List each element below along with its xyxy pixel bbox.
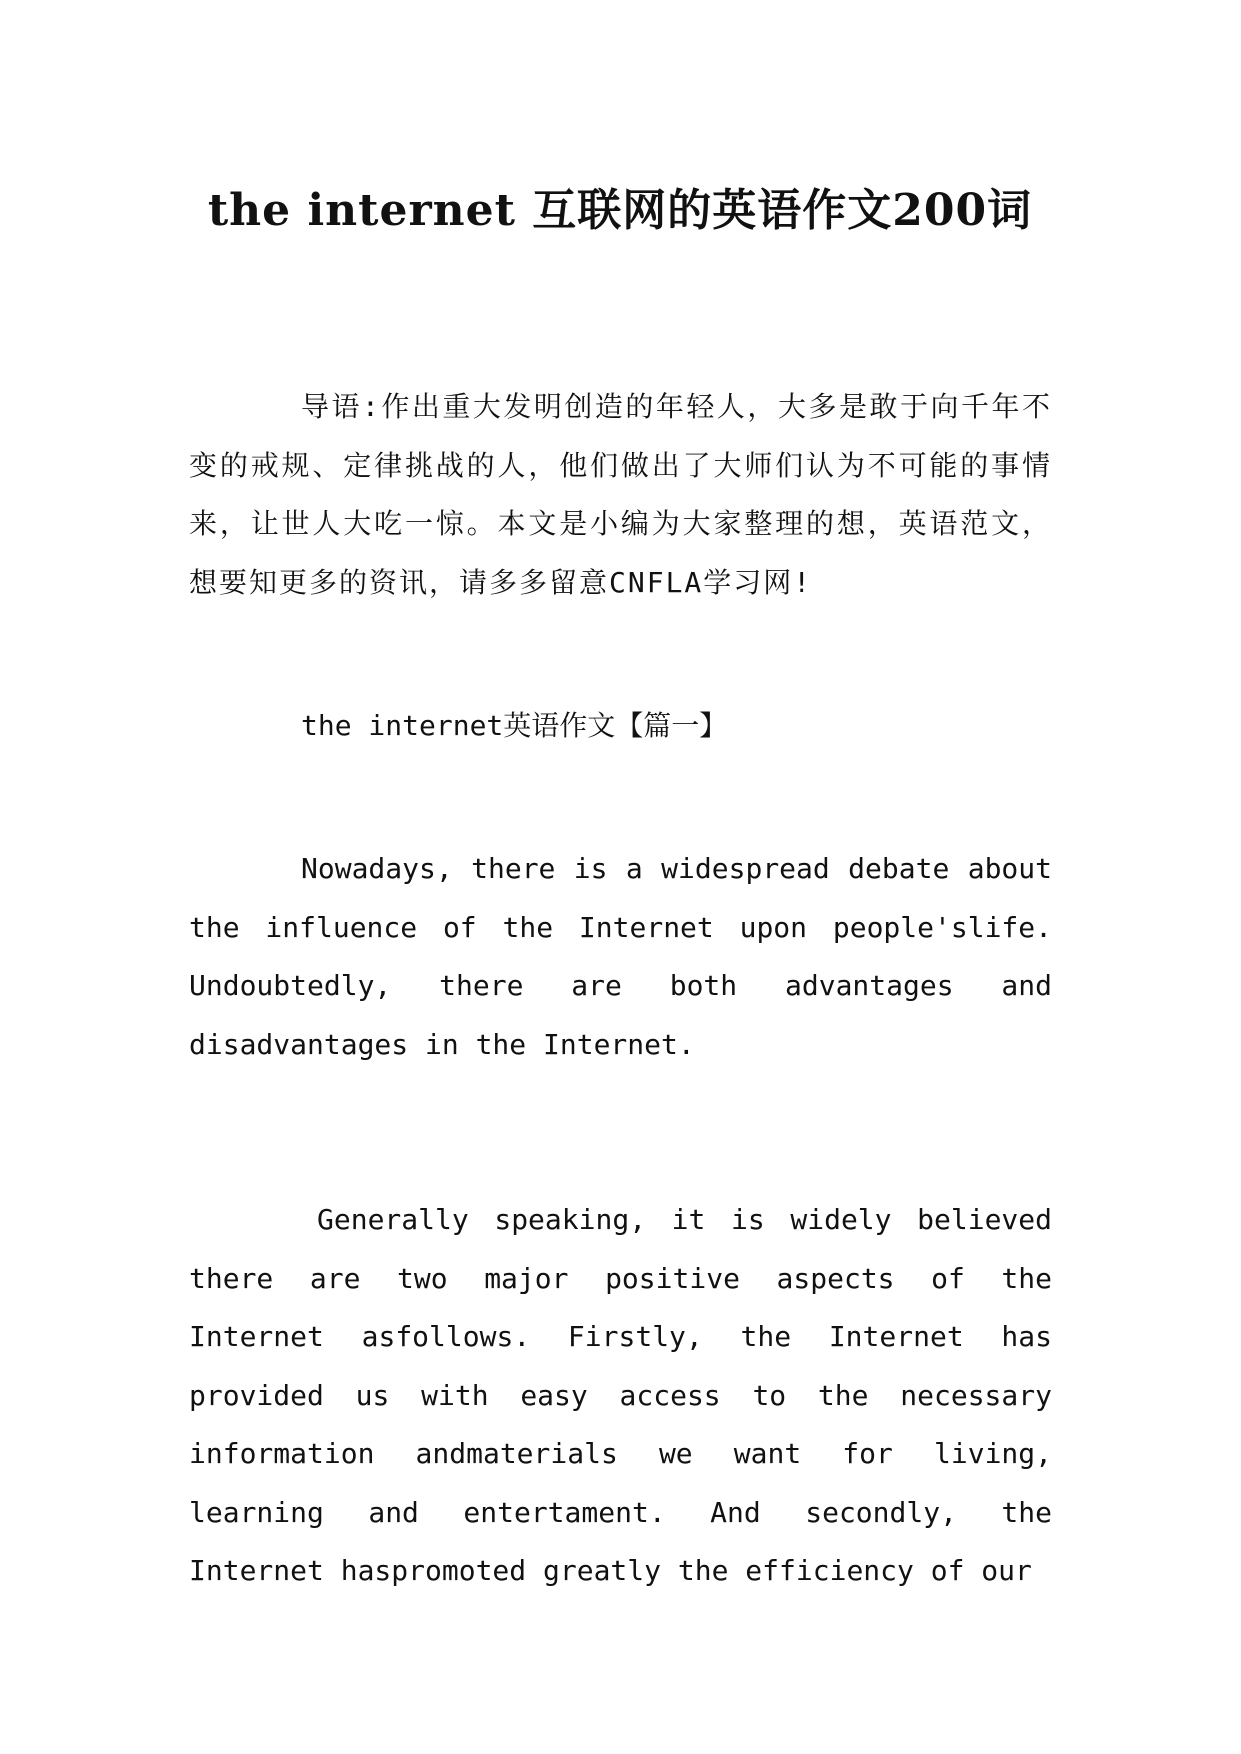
body-paragraph-2: Generally speaking, it is widely believed there are two major positive aspects of the Internet asfollows. Firstly, the Internet has provided us with easy access to the necessary information andmaterials we want for living, learning and entertament. And secondly, the Internet haspromoted greatly the efficiency of our <box>189 1203 1052 1587</box>
document-title: the internet 互联网的英语作文200词 <box>207 185 1033 237</box>
section-heading: the internet英语作文【篇一】 <box>301 709 728 742</box>
body-paragraph-1: Nowadays, there is a widespread debate about the influence of the Internet upon people'slife. Undoubtedly, there are both advantages and disadvantages in the Internet. <box>189 852 1052 1061</box>
intro-paragraph: 导语:作出重大发明创造的年轻人，大多是敢于向千年不变的戒规、定律挑战的人，他们做出了大师们认为不可能的事情来，让世人大吃一惊。本文是小编为大家整理的想，英语范文，想要知更多的资讯，请多多留意CNFLA学习网! <box>189 390 1052 599</box>
